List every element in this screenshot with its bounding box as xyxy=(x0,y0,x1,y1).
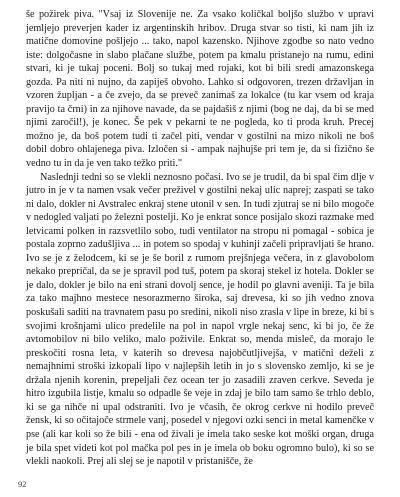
paragraph-continued: še požirek piva. "Vsaj iz Slovenije ne. Za vsako količkal boljšo službo v upravi jemljejo preverjen kader iz argentinskih hribov. Druga stvar so tisti, ki nam jih iz matične domovine pošljejo ... tako, napol kazensko. Njihove zgodbe so nato vedno iste: dolgočasne in slabo plačane službe, potem pa kmalu pristanejo na rumu, edini stvari, ki je tukaj poceni. Bolj so tukaj med rojaki, kot bi bili sredi amazonskega gozda. Pa niti ni nujno, da zapiješ obvoho. Lahko si odgovoren, trezen državljan in vzoren župljan - a če zvejo, da se preveč zanimaš za lokalce (tu kar vsem od kraja pravijo ta črni) in za njihove navade, da se pajdašiš z njimi (bog ne daj, da bi se med njimi zaročil!), je konec. Še pek v pekarni te ne pogleda, ko ti proda kruh. Precej možno je, da boš potem tudi ti začel piti, vendar v gostilni na mizo nikoli ne boš dobil dobro ohlajenega piva. Izločen si - ampak najhujše pri tem je, da si fizično še vedno tu in da je ven tako težko priti." xyxy=(26,9,374,170)
paragraph: Naslednji tedni so se vlekli neznosno počasi. Ivo se je trudil, da bi spal čim dlje v jutro in je v ta namen vsak večer preživel v gostilni nekaj ulic naprej; zaspati se tako ni dalo, dokler ni Avstralec enkraj stene utonil v sen. In tudi zjutraj se ni bilo mogoče v nedogled valjati po železni postelji. Ko je enkrat sonce posijalo skozi razmake med letvicami polken in razsvetlilo sobo, tudi ventilator na stropu ni pomagal - sobica je postala zoprno zadušljiva ... in potem so spodaj v kuhinji začeli pripravljati še hrano. Ivo se je z želodcem, ki se je še boril z rumom prejšnjega večera, in z glavobolom nekako prepričal, da se je spravil pod tuš, potem pa skoraj stekel iz hotela. Dokler se je dalo, dokler je bilo na eni strani dovolj sence, je hodil po glavni aveniji. Ta je bila za tako majhno mestece nesorazmerno široka, saj drevesa, ki so jih vedno znova poskušali saditi na travnatem pasu po sredini, nikoli niso zrasla v lipe in breze, ki bi s svojimi krošnjami ulico predelile na pol in napol vrgle nekaj senc, ki bi jo, če že avtomobilov ni bilo veliko, malo poživile. Enkrat so, menda misleč, da morajo le preskočiti rosna leta, v katerih so drevesa najobčutljivejša, v matični deželi z nemajhnimi stroški izkopali lipo v najlepših letih in jo s slovensko zemljo, ki se je držala njenih korenin, prepeljali čez ocean ter jo zasadili zraven cerkve. Seveda je hitro izgubila listje, kmalu so odpadle še veje in zdaj je bilo tam samo še trhlo deblo, ki se ga nihče ni upal odstraniti. Ivo je včasih, če okrog cerkve ni hodilo preveč žensk, ki so očitajoče strmele vanj, posedel v njegovi ozki senci in metal kamenčke v pse (ali kar koli so že bili - ena od živali je imela tako seske kot moški organ, druga je bila spet videti kot pol mačka pol pes in je imela ob boku ogromno bulo), ki so se vlekli naokoli. Prej ali slej se je napotil v pristanišče, že xyxy=(26,171,375,468)
page-number: 92 xyxy=(18,479,27,489)
